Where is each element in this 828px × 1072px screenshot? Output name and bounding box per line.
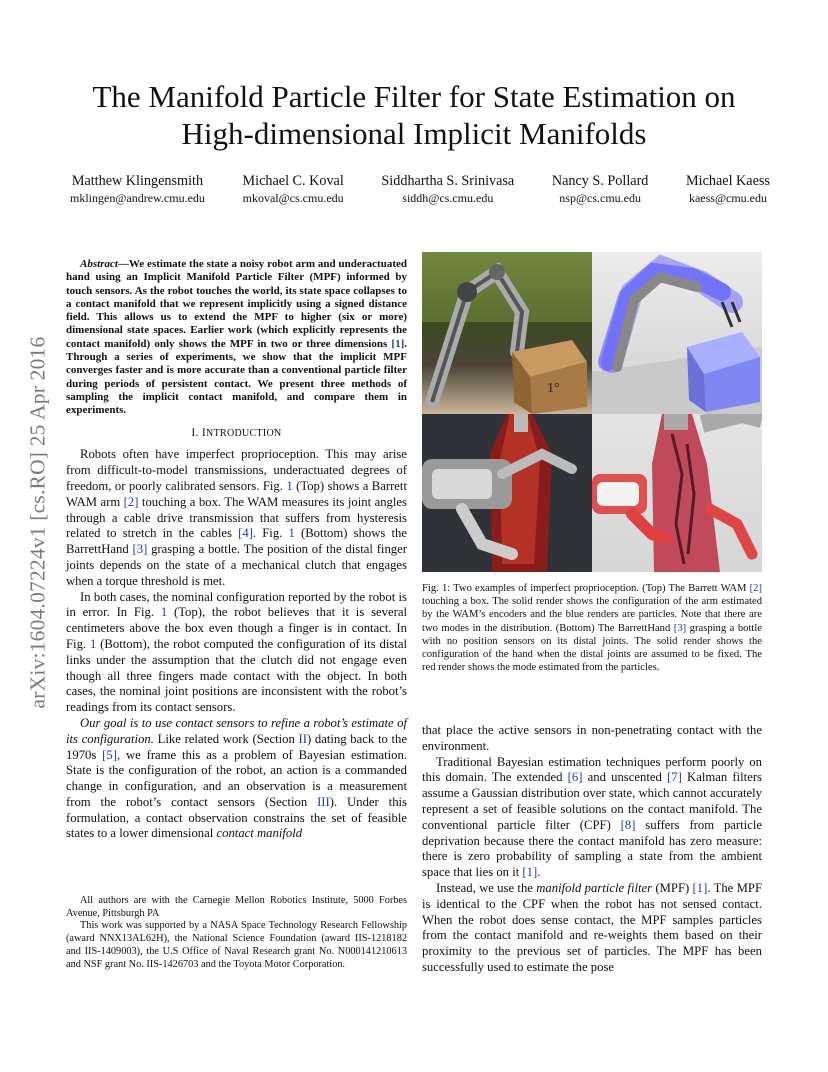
citation-link[interactable]: [2] — [123, 494, 139, 509]
citation-link[interactable]: [1] — [522, 865, 538, 880]
citation-link[interactable]: [4] — [238, 526, 253, 541]
figure-link[interactable]: 1 — [89, 636, 97, 651]
right-column — [422, 723, 762, 976]
figure-label: Fig. 1: — [422, 583, 451, 594]
paragraph: Our goal is to use contact sensors to refine a robot’s estimate of its configuration. Like related work (Section II) dating back to the 1970s [5], we frame this as a problem of Bayesian estimation. State is the configuration of the robot, an action is a commanded change in configuration, and an observation is a measurement from the robot’s contact sensors (Section III). Under this formulation, a contact observation constrains the set of feasible states to a lower dimensional contact manifold — [66, 715, 408, 841]
figure-link[interactable]: 1 — [286, 478, 293, 493]
author-email: siddh@cs.cmu.edu — [402, 191, 494, 205]
arxiv-stamp: arXiv:1604.07224v1 [cs.RO] 25 Apr 2016 — [25, 336, 50, 709]
author-name: Matthew Klingensmith — [71, 173, 204, 189]
title-line-2: High-dimensional Implicit Manifolds — [181, 116, 647, 151]
footnote: This work was supported by a NASA Space Technology Research Fellowship (award NNX13AL62H), the National Science Foundation (award IIS-1218182 and IIS-1409003), the U.S Office of Naval Research grant No. N000141210613 and NSF grant No. IIS-1426703 and the Toyota Motor Corporation. — [66, 920, 407, 970]
author-list — [70, 172, 770, 206]
citation-link[interactable]: [1] — [692, 880, 708, 895]
author — [686, 172, 770, 206]
citation-link[interactable]: [2] — [749, 583, 762, 594]
citation-link[interactable]: [7] — [667, 770, 682, 785]
footnote: All authors are with the Carnegie Mellon Robotics Institute, 5000 Forbes Avenue, Pittsburgh PA — [66, 895, 407, 919]
author-email: mklingen@andrew.cmu.edu — [70, 191, 205, 205]
paragraph: Robots often have imperfect proprioception. This may arise from difficult-to-model transmissions, underactuated degrees of freedom, or poorly calibrated sensors. Fig. 1 (Top) shows a Barrett WAM arm [2] touching a box. The WAM measures its joint angles through a cable drive transmission that suffers from hysteresis related to stretch in the cables [4]. Fig. 1 (Bottom) shows the BarrettHand [3] grasping a bottle. The position of the distal finger joints depends on the state of a mechanical clutch that engages when a torque threshold is met. — [66, 447, 407, 588]
citation-link[interactable]: [3] — [132, 542, 148, 557]
author-name: Nancy S. Pollard — [551, 173, 649, 189]
author-name: Michael C. Koval — [242, 173, 344, 189]
author-email: nsp@cs.cmu.edu — [559, 191, 641, 205]
section-link[interactable]: II — [298, 731, 307, 746]
paragraph: that place the active sensors in non-penetrating contact with the environment. — [422, 723, 762, 753]
author-name: Michael Kaess — [686, 173, 770, 189]
footnotes — [66, 895, 407, 971]
citation-link[interactable]: [3] — [673, 622, 687, 634]
author — [552, 172, 649, 206]
citation-link[interactable]: [8] — [620, 817, 636, 832]
paragraph: Instead, we use the manifold particle filter (MPF) [1]. The MPF is identical to the CPF when the robot has not sensed contact. When the robot does sense contact, the MPF samples particles from the contact manifold and re-weights them based on their proximity to the previous set of particles. The MPF has been successfully used to estimate the pose — [422, 880, 763, 974]
photo-hand-grasping-bottle — [422, 414, 592, 572]
citation-link[interactable]: [6] — [567, 770, 583, 785]
box-label: 1° — [547, 381, 560, 396]
citation-link[interactable]: [1] — [391, 337, 405, 350]
author-name: Siddhartha S. Srinivasa — [381, 173, 515, 189]
render-hand-bottle — [592, 414, 762, 572]
photo-wam-touching-box — [422, 252, 592, 414]
abstract: Abstract—We estimate the state a noisy robot arm and underactuated hand using an Implicit Manifold Particle Filter (MPF) informed by touch sensors. As the robot touches the world, its state space collapses to a contact manifold that we represent implicitly using a signed distance field. This allows us to extend the MPF to higher (six or more) dimensional state spaces. Earlier work (which explicitly represents the contact manifold) only shows the MPF in two or three dimensions [1]. Through a series of experiments, we show that the implicit MPF converges faster and is more accurate than a conventional particle filter during periods of persistent contact. We present three methods of sampling the implicit contact manifold, and compare them in experiments. — [66, 258, 407, 417]
figure-caption: Fig. 1: Two examples of imperfect proprioception. (Top) The Barrett WAM [2] touching a box. The solid render shows the configuration of the arm estimated by the WAM’s encoders and the blue renders are particles. Note that there are two modes in the distribution. (Bottom) The BarrettHand [3] grasping a bottle with no position sensors on its distal joints. The solid render shows the configuration of the hand when the distal joints are assumed to be fixed. The red render shows the mode estimated from the particles. — [422, 583, 762, 674]
abstract-label: Abstract — [80, 258, 118, 270]
figure-link[interactable]: 1 — [160, 605, 168, 620]
author — [243, 172, 344, 206]
author-email: kaess@cmu.edu — [688, 191, 767, 205]
paper-title — [50, 78, 778, 152]
author — [70, 172, 205, 206]
figure-link[interactable]: 1 — [288, 526, 295, 541]
figure-1-images — [422, 252, 762, 572]
paragraph: Traditional Bayesian estimation techniques perform poorly on this domain. The extended [6] and unscented [7] Kalman filters assume a Gaussian distribution over state, which cannot accurately represent a set of feasible solutions on the contact manifold. The conventional particle filter (CPF) [8] suffers from particle deprivation because there the contact manifold has zero measure: there is zero probability of sampling a state from the ambient space that lies on it [1]. — [422, 754, 762, 880]
title-line-1: The Manifold Particle Filter for State Estimation on — [92, 79, 736, 114]
section-heading: I. INTRODUCTION — [191, 426, 282, 439]
section-link[interactable]: III — [317, 794, 330, 809]
left-column — [66, 258, 407, 842]
citation-link[interactable]: [5] — [102, 747, 117, 762]
author-email: mkoval@cs.cmu.edu — [242, 191, 344, 205]
author — [381, 172, 514, 206]
paragraph: In both cases, the nominal configuration reported by the robot is in error. In Fig. 1 (Top), the robot believes that it is several centimeters above the box even though a finger is in contact. In Fig. 1 (Bottom), the robot computed the configuration of its distal links under the assumption that the clutch did not engage even though all three fingers made contact with the object. In both cases, the nominal joint positions are inconsistent with the robot’s readings from its contact sensors. — [66, 589, 407, 715]
render-wam-particles — [592, 252, 762, 414]
